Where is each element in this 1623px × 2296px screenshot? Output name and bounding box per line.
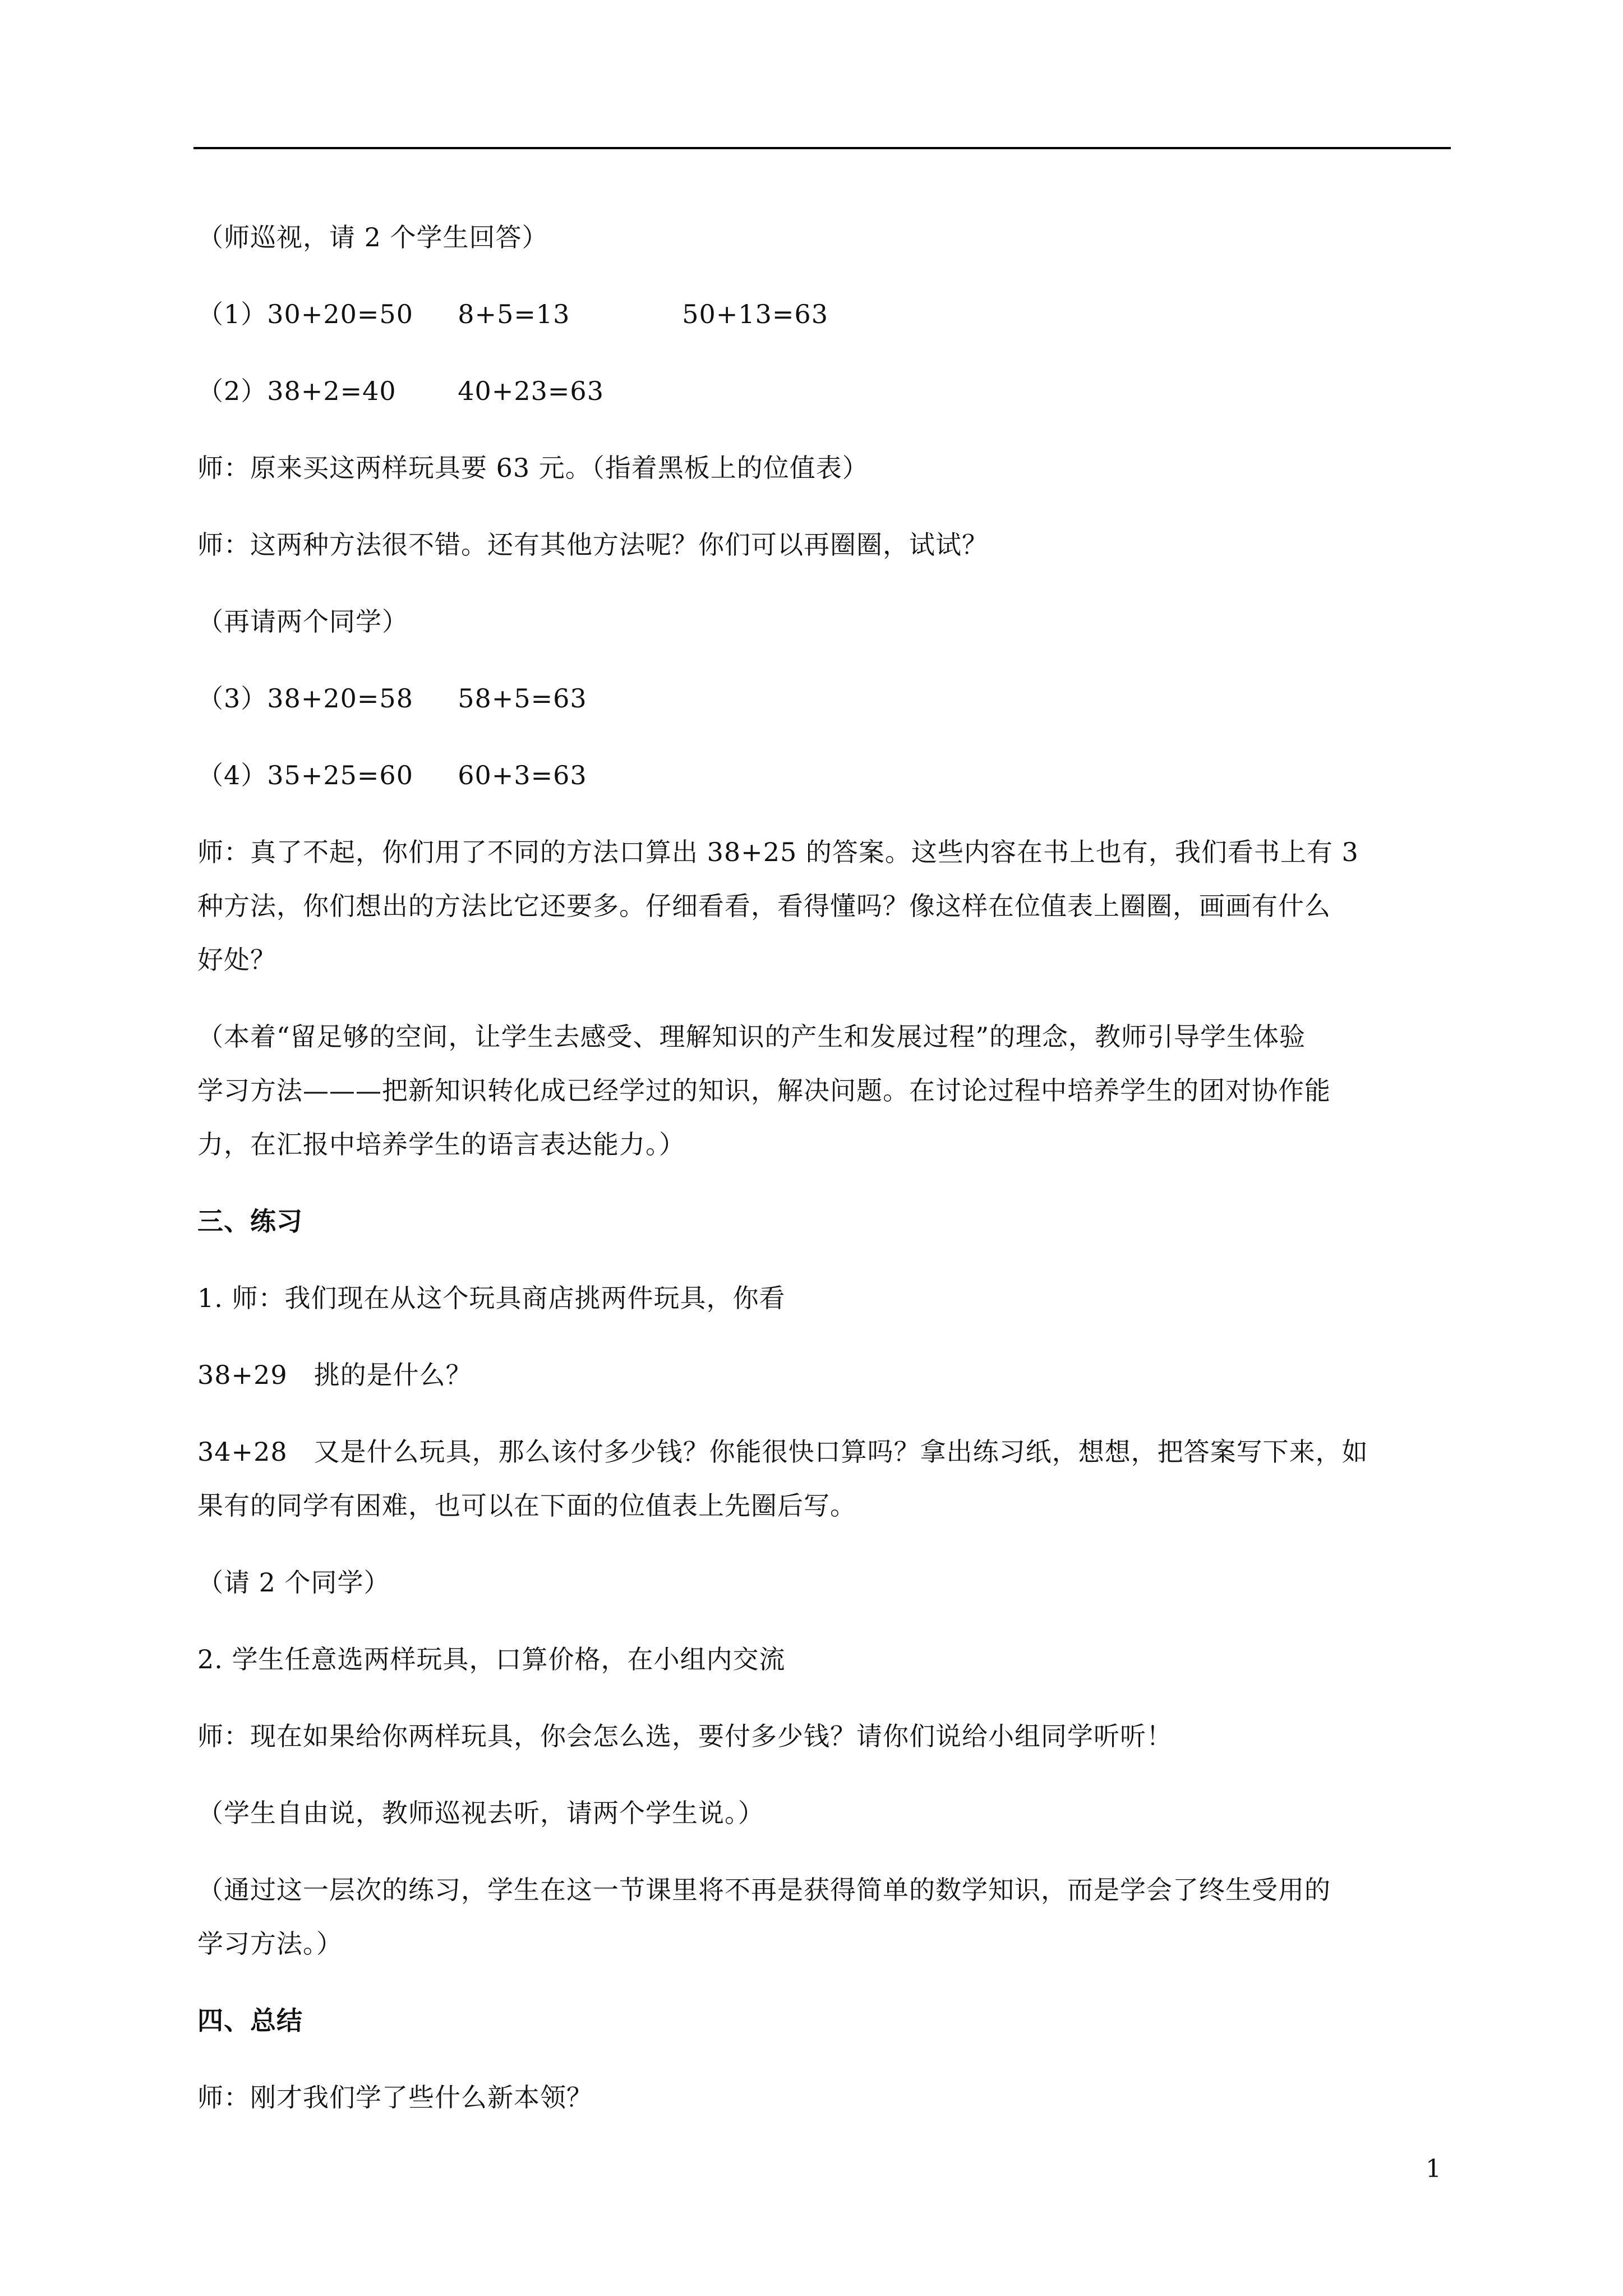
- text-line: 38+29 挑的是什么？: [197, 1360, 472, 1390]
- text-line: 师：这两种方法很不错。还有其他方法呢？你们可以再圈圈，试试？: [197, 530, 988, 560]
- equation: 40+23=63: [458, 376, 604, 406]
- equation: 60+3=63: [458, 760, 587, 790]
- text-line: （师巡视，请 2 个学生回答）: [197, 222, 548, 252]
- equation-line: [197, 364, 1454, 418]
- text-line: 师：现在如果给你两样玩具，你会怎么选，要付多少钱？请你们说给小组同学听听！: [197, 1721, 1173, 1751]
- text-line: （再请两个同学）: [197, 606, 408, 637]
- header-rule: [193, 147, 1451, 149]
- paragraph-line: 学习方法———把新知识转化成已经学过的知识，解决问题。在讨论过程中培养学生的团对协作能: [197, 1075, 1331, 1106]
- paragraph-line: 好处？: [197, 945, 276, 975]
- section-heading: 三、练习: [197, 1206, 303, 1236]
- equation: 35+25=60: [267, 760, 413, 790]
- paragraph: [197, 1010, 1454, 1171]
- paragraph-line: 力，在汇报中培养学生的语言表达能力。）: [197, 1129, 685, 1159]
- equation: 50+13=63: [682, 299, 828, 329]
- equation-label: （3）: [197, 683, 268, 714]
- text-line: 1. 师：我们现在从这个玩具商店挑两件玩具，你看: [197, 1283, 786, 1313]
- paragraph-line: （本着“留足够的空间，让学生去感受、理解知识的产生和发展过程”的理念，教师引导学生体验: [197, 1022, 1306, 1052]
- paragraph-line: （通过这一层次的练习，学生在这一节课里将不再是获得简单的数学知识，而是学会了终生受用的: [197, 1875, 1331, 1905]
- text-line: 师：刚才我们学了些什么新本领？: [197, 2082, 593, 2113]
- paragraph-line: 师：真了不起，你们用了不同的方法口算出 38+25 的答案。这些内容在书上也有，我们看书上有 3: [197, 837, 1359, 867]
- text-line: 师：原来买这两样玩具要 63 元。（指着黑板上的位值表）: [197, 453, 869, 483]
- paragraph-line: 种方法，你们想出的方法比它还要多。仔细看看，看得懂吗？像这样在位值表上圈圈，画画有什么: [197, 891, 1331, 921]
- equation-line: [197, 671, 1454, 725]
- section-heading: 四、总结: [197, 2005, 303, 2036]
- paragraph-line: 34+28 又是什么玩具，那么该付多少钱？你能很快口算吗？拿出练习纸，想想，把答案写下来，如: [197, 1437, 1368, 1467]
- paragraph: [197, 1863, 1454, 1971]
- equation-label: （4）: [197, 760, 268, 790]
- paragraph-line: 学习方法。）: [197, 1929, 343, 1959]
- paragraph: [197, 825, 1454, 987]
- equation-line: [197, 748, 1454, 802]
- equation-line: [197, 287, 1454, 341]
- equation: 58+5=63: [458, 683, 587, 714]
- equation: 38+20=58: [267, 683, 413, 714]
- paragraph: [197, 1425, 1454, 1533]
- equation-label: （1）: [197, 299, 268, 329]
- document-body: [197, 210, 1454, 2147]
- equation: 38+2=40: [267, 376, 396, 406]
- text-line: 2. 学生任意选两样玩具，口算价格，在小组内交流: [197, 1644, 786, 1674]
- equation: 30+20=50: [267, 299, 413, 329]
- paragraph-line: 果有的同学有困难，也可以在下面的位值表上先圈后写。: [197, 1490, 856, 1521]
- text-line: （学生自由说，教师巡视去听，请两个学生说。）: [197, 1798, 764, 1828]
- equation-label: （2）: [197, 376, 268, 406]
- page-number: 1: [1426, 2155, 1441, 2183]
- text-line: （请 2 个同学）: [197, 1567, 390, 1598]
- equation: 8+5=13: [458, 299, 570, 329]
